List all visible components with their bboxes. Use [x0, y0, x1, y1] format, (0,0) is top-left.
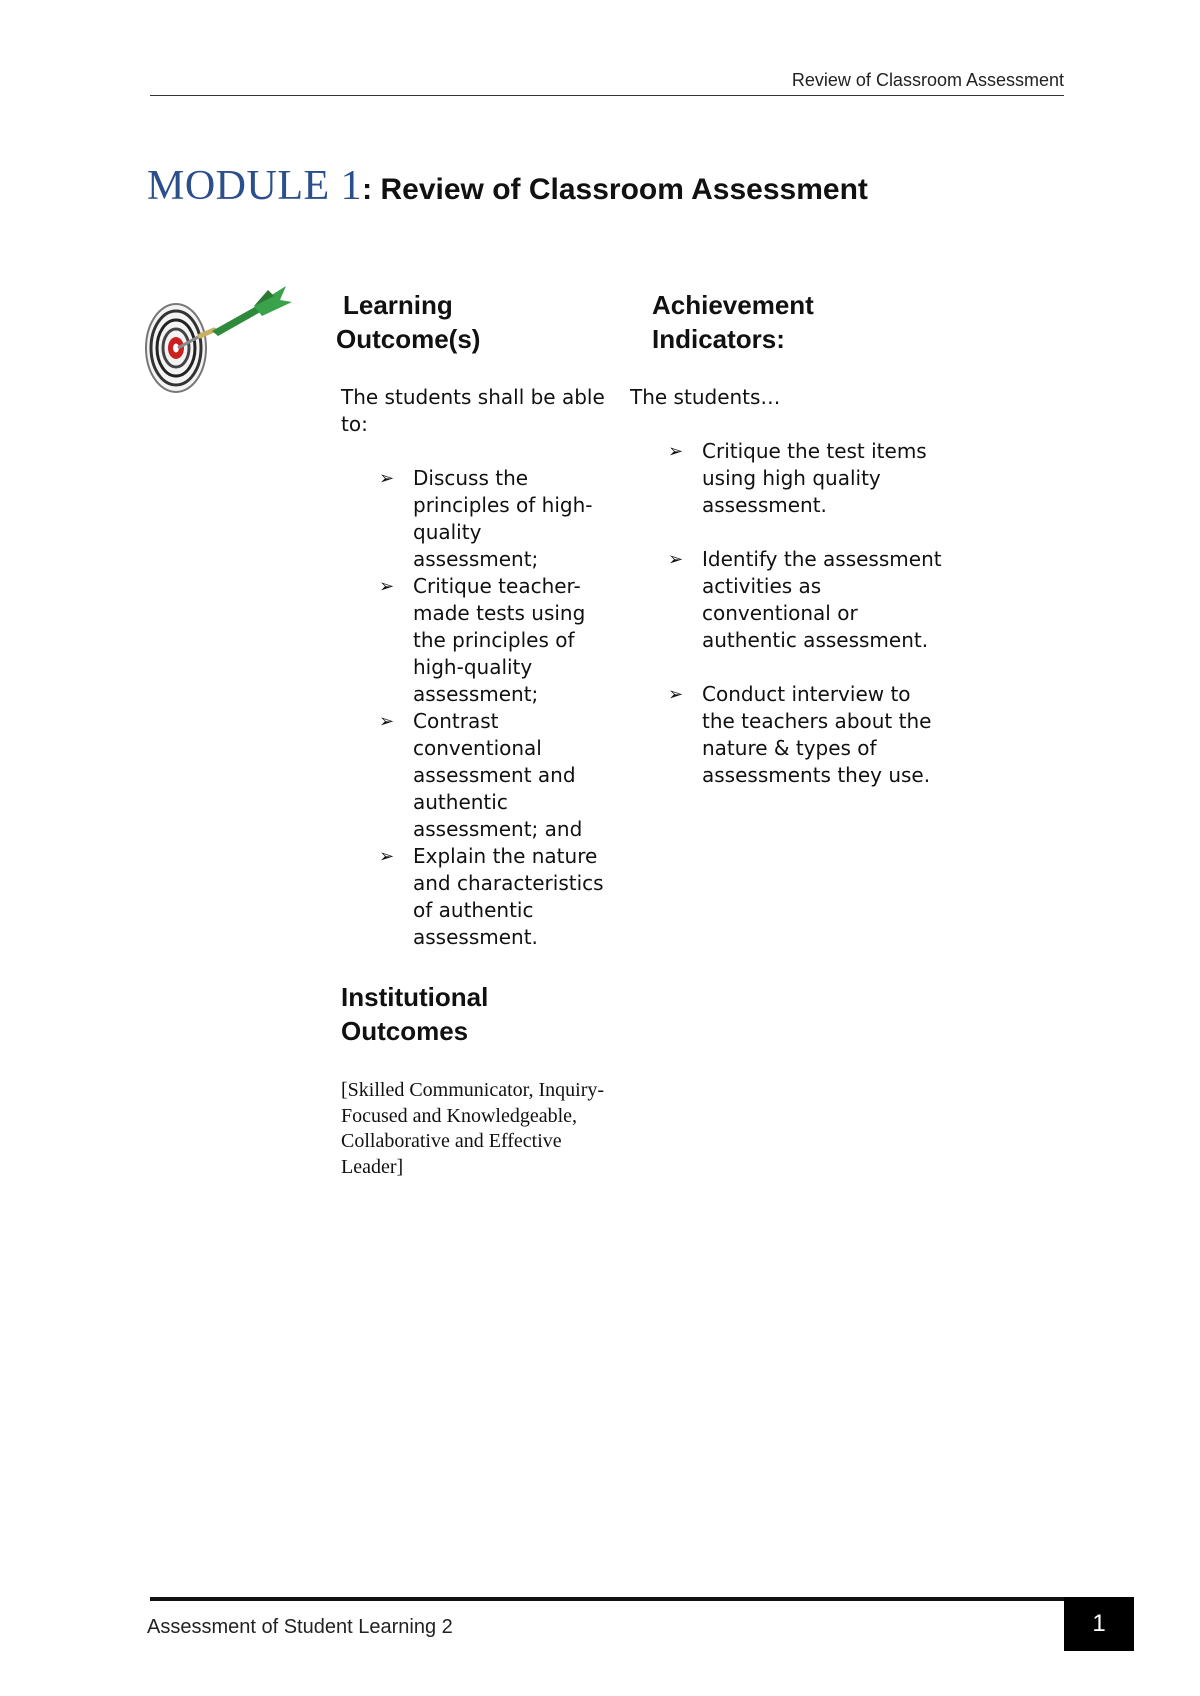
arrowhead-bullet-icon: ➢ [668, 549, 684, 570]
achievement-indicators-intro: The students… [630, 385, 781, 409]
learning-outcomes-heading: Learning [343, 290, 453, 320]
arrowhead-bullet-icon: ➢ [379, 576, 395, 597]
institutional-outcomes-heading: Institutional Outcomes [341, 982, 489, 1046]
arrowhead-bullet-icon: ➢ [668, 441, 684, 462]
arrowhead-bullet-icon: ➢ [379, 468, 395, 489]
achievement-indicators-heading-line2: Indicators: [652, 324, 785, 354]
list-item: ➢ Identify the assessment activities as conventional or authentic assessment. [668, 547, 942, 652]
arrowhead-bullet-icon: ➢ [668, 684, 684, 705]
arrowhead-bullet-icon: ➢ [379, 711, 395, 732]
footer-course-title: Assessment of Student Learning 2 [147, 1616, 453, 1638]
list-item: ➢ Critique teacher-made tests using the principles of high-quality assessment; [379, 574, 586, 706]
list-item: ➢ Discuss the principles of high-quality assessment; [379, 466, 593, 571]
module-label: MODULE 1 [147, 163, 363, 209]
module-title [147, 162, 868, 210]
list-item: ➢ Contrast conventional assessment and authentic assessment; and [379, 709, 583, 841]
module-subtitle: : Review of Classroom Assessment [362, 173, 868, 206]
list-item: ➢ Conduct interview to the teachers about the nature & types of assessments they use. [668, 682, 932, 787]
footer-rule [150, 1597, 1064, 1601]
dart-target-icon [142, 286, 294, 396]
arrowhead-bullet-icon: ➢ [379, 846, 395, 867]
running-header: Review of Classroom Assessment [791, 70, 1064, 90]
achievement-indicators-heading: Achievement [652, 290, 814, 320]
list-item: ➢ Explain the nature and characteristics of authentic assessment. [379, 844, 604, 949]
learning-outcomes-intro: The students shall be able to: [341, 385, 605, 436]
header-rule [150, 95, 1064, 96]
page-number: 1 [1064, 1597, 1134, 1651]
achievement-indicators-list [668, 438, 942, 816]
learning-outcomes-heading-line2: Outcome(s) [336, 324, 481, 354]
list-item: ➢ Critique the test items using high quality assessment. [668, 439, 927, 517]
institutional-outcomes-text: [Skilled Communicator, Inquiry-Focused and Knowledgeable, Collaborative and Effective Leader] [341, 1079, 605, 1178]
learning-outcomes-list [379, 465, 613, 951]
